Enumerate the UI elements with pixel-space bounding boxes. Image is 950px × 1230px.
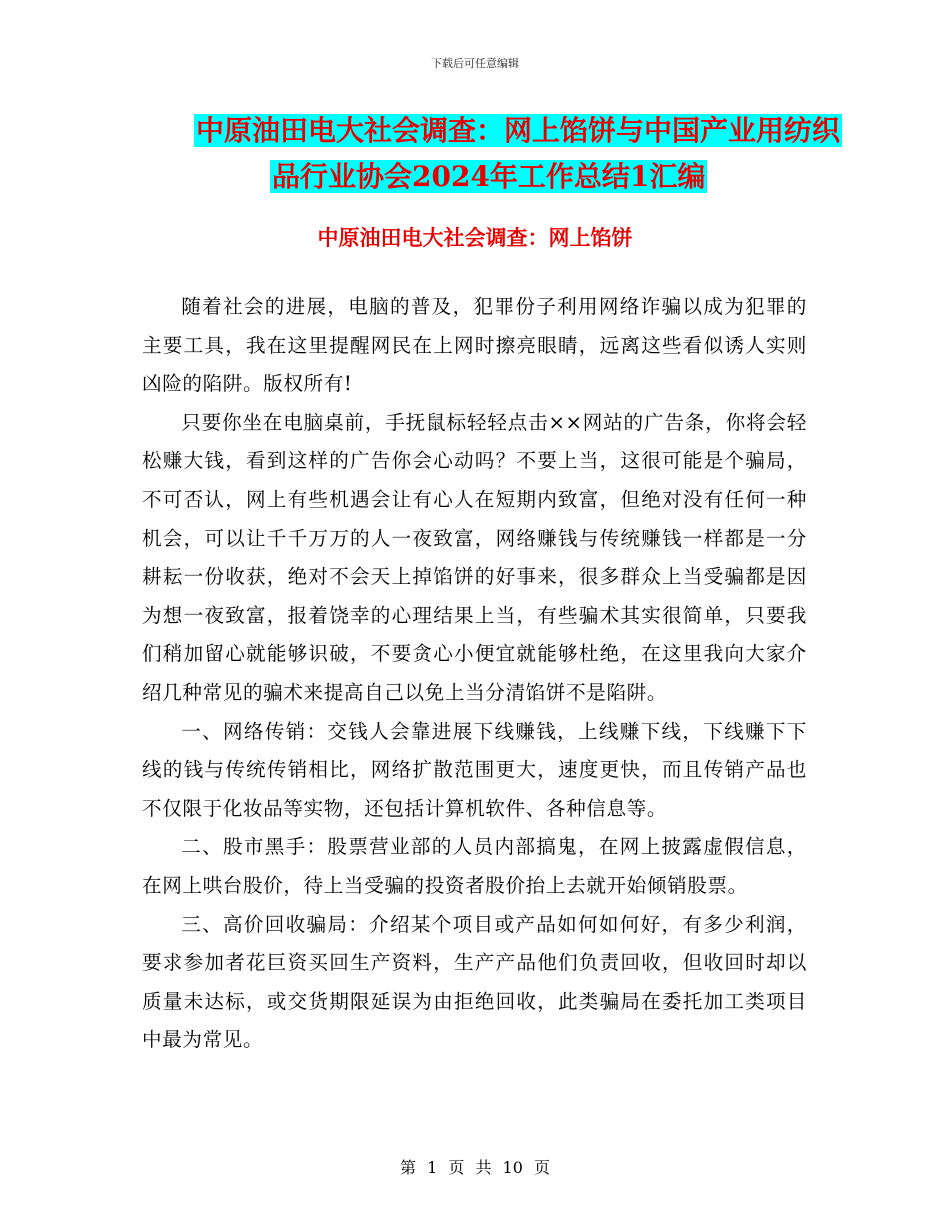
section-subtitle: 中原油田电大社会调查：网上馅饼 (317, 225, 633, 250)
title-line-2 (270, 154, 830, 200)
paragraph: 三、高价回收骗局：介绍某个项目或产品如何如何好，有多少利润，要求参加者花巨资买回生产资料，生产产品他们负责回收，但收回时却以质量未达标，或交货期限延误为由拒绝回收，此类骗局在委托加工类项目中最为常见。 (142, 912, 807, 1052)
body-text (142, 288, 807, 1060)
paragraph: 只要你坐在电脑桌前，手抚鼠标轻轻点击××网站的广告条，你将会轻松赚大钱，看到这样的广告你会心动吗？不要上当，这很可能是个骗局，不可否认，网上有些机遇会让有心人在短期内致富，但绝对没有任何一种机会，可以让千千万万的人一夜致富，网络赚钱与传统赚钱一样都是一分耕耘一份收获，绝对不会天上掉馅饼的好事来，很多群众上当受骗都是因为想一夜致富，报着饶幸的心理结果上当，有些骗术其实很简单，只要我们稍加留心就能够识破，不要贪心小便宜就能够杜绝，在这里我向大家介绍几种常见的骗术来提高自己以免上当分清馅饼不是陷阱。 (142, 410, 807, 704)
title-line-1 (194, 108, 841, 154)
title-line-1-text: 中原油田电大社会调查：网上馅饼与中国产业用纺织 (196, 114, 841, 147)
paragraph: 一、网络传销：交钱人会靠进展下线赚钱，上线赚下线，下线赚下下线的钱与传统传销相比，网络扩散范围更大，速度更快，而且传销产品也不仅限于化妆品等实物，还包括计算机软件、各种信息等。 (142, 719, 807, 820)
page-footer: 第 1 页 共 10 页 (400, 1158, 550, 1177)
paragraph: 随着社会的进展，电脑的普及，犯罪份子利用网络诈骗以成为犯罪的主要工具，我在这里提醒网民在上网时擦亮眼睛，远离这些看似诱人实则凶险的陷阱。版权所有! (142, 295, 807, 396)
title-line-2-text: 品行业协会2024年工作总结1汇编 (272, 160, 706, 193)
paragraph: 二、股市黑手：股票营业部的人员内部搞鬼，在网上披露虚假信息，在网上哄台股价，待上当受骗的投资者股价抬上去就开始倾销股票。 (142, 835, 807, 897)
header-note: 下载后可任意编辑 (431, 57, 519, 70)
document-title (120, 108, 841, 200)
